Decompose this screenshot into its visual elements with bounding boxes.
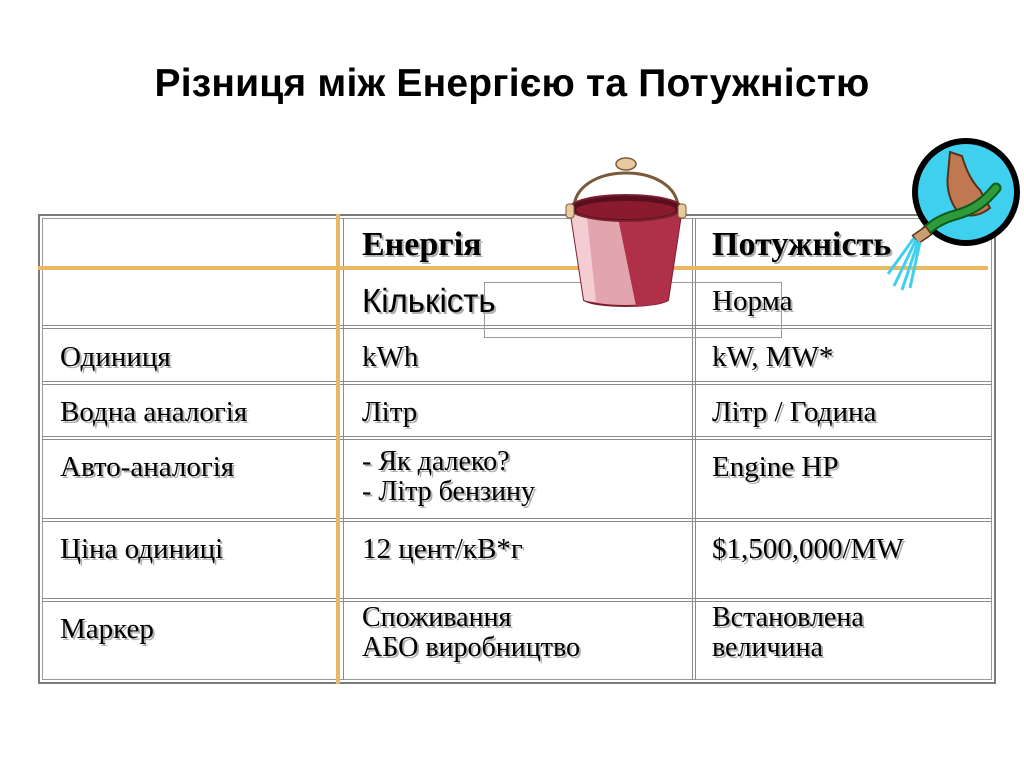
row-divider	[42, 436, 992, 437]
cell-energy-auto-analogy-line2: - Літр бензину	[362, 476, 535, 507]
cell-energy-unit: kWh	[362, 341, 419, 373]
row-label-marker: Маркер	[60, 613, 154, 645]
row-divider	[42, 381, 992, 382]
cell-power-marker-line2: величина	[712, 632, 823, 663]
hose-icon	[880, 136, 1020, 296]
cell-energy-marker-line2: АБО виробництво	[362, 632, 580, 663]
cell-power-unit-price: $1,500,000/MW	[712, 533, 904, 565]
subheader-energy: Кількість	[362, 282, 496, 319]
cell-energy-water-analogy: Літр	[362, 396, 418, 428]
column-divider	[343, 218, 344, 680]
cell-power-marker-line1: Встановлена	[712, 602, 864, 633]
header-gold-divider	[38, 266, 988, 270]
row-divider	[42, 521, 992, 522]
row-label-water-analogy: Водна аналогія	[60, 396, 248, 428]
header-energy: Енергія	[362, 226, 482, 263]
row-label-auto-analogy: Авто-аналогія	[60, 451, 235, 483]
row-divider	[42, 598, 992, 599]
cell-power-water-analogy: Літр / Година	[712, 396, 877, 428]
cell-power-unit: kW, MW*	[712, 341, 834, 373]
bucket-icon	[556, 150, 696, 310]
subheader-power: Норма	[712, 285, 793, 317]
cell-energy-unit-price: 12 цент/кВ*г	[362, 533, 523, 565]
slide-title: Різниця між Енергією та Потужністю	[154, 62, 870, 105]
column-gold-divider	[336, 214, 340, 684]
row-label-unit: Одиниця	[60, 341, 171, 373]
cell-energy-marker-line1: Споживання	[362, 602, 512, 633]
cell-energy-auto-analogy-line1: - Як далеко?	[362, 446, 510, 477]
row-divider	[42, 518, 992, 519]
cell-power-auto-analogy: Engine HP	[712, 451, 839, 483]
row-divider	[42, 384, 992, 385]
row-divider	[42, 439, 992, 440]
row-label-unit-price: Ціна одиниці	[60, 533, 224, 565]
header-power: Потужність	[712, 226, 892, 263]
